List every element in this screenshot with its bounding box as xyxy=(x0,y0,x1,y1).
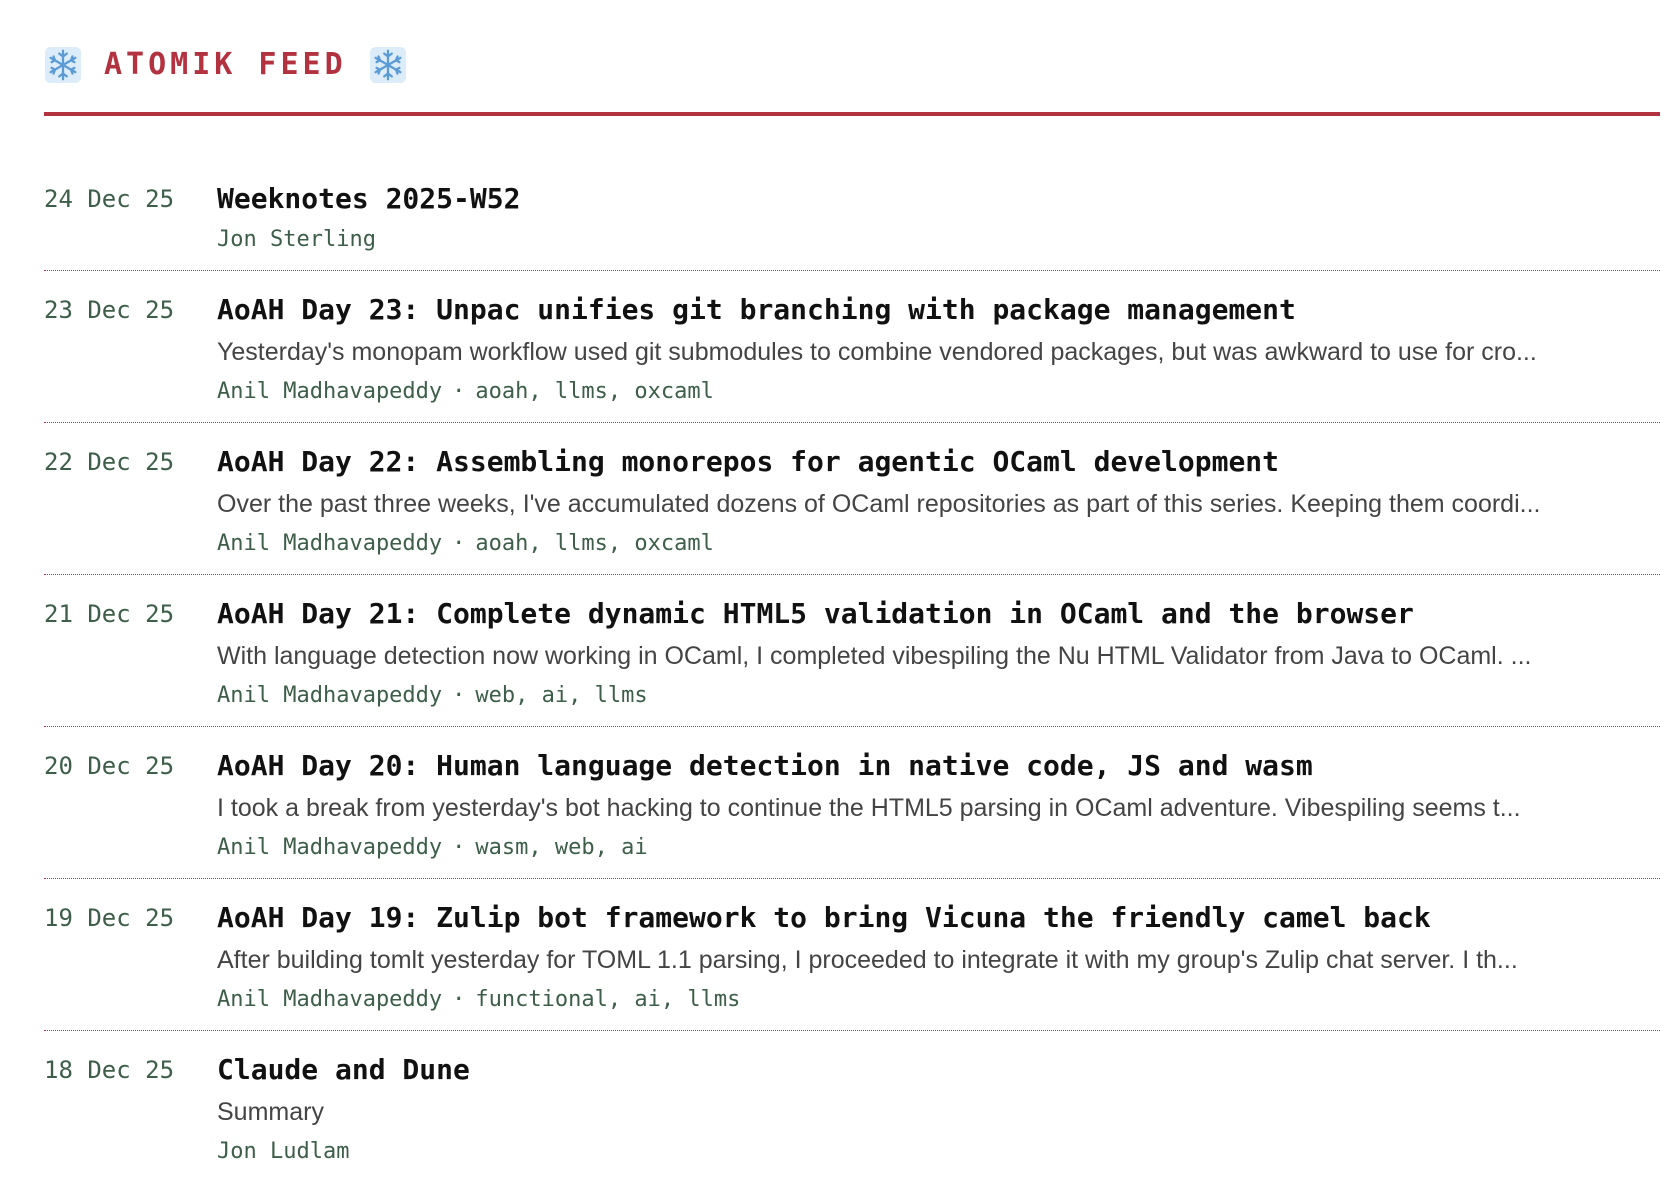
feed-entry xyxy=(44,879,1660,1031)
entry-author[interactable]: Anil Madhavapeddy xyxy=(217,531,443,556)
meta-separator: · xyxy=(452,379,466,404)
entry-author[interactable]: Anil Madhavapeddy xyxy=(217,379,443,404)
entry-meta xyxy=(217,225,1660,270)
entry-summary: Summary xyxy=(217,1098,324,1126)
site-header xyxy=(44,40,1660,116)
entry-title-link[interactable]: Claude and Dune xyxy=(217,1053,470,1086)
entry-author[interactable]: Anil Madhavapeddy xyxy=(217,683,443,708)
entry-meta xyxy=(217,985,1660,1030)
feed-entry xyxy=(44,271,1660,423)
entry-title-link[interactable]: AoAH Day 19: Zulip bot framework to bring Vicuna the friendly camel back xyxy=(217,901,1431,934)
entry-author[interactable]: Jon Ludlam xyxy=(217,1139,350,1164)
meta-separator: · xyxy=(452,835,466,860)
entry-date: 21 Dec 25 xyxy=(44,600,175,628)
feed-entry xyxy=(44,160,1660,271)
feed-list xyxy=(44,160,1660,1182)
feed-entry xyxy=(44,727,1660,879)
entry-summary: With language detection now working in OCaml, I completed vibespiling the Nu HTML Validator from Java to OCaml. ... xyxy=(217,642,1532,670)
feed-entry xyxy=(44,423,1660,575)
entry-date: 23 Dec 25 xyxy=(44,296,175,324)
entry-title-link[interactable]: AoAH Day 21: Complete dynamic HTML5 validation in OCaml and the browser xyxy=(217,597,1414,630)
feed-entry xyxy=(44,575,1660,727)
meta-separator: · xyxy=(452,987,466,1012)
entry-date: 20 Dec 25 xyxy=(44,752,175,780)
entry-date: 24 Dec 25 xyxy=(44,185,175,213)
entry-title-link[interactable]: AoAH Day 23: Unpac unifies git branching with package management xyxy=(217,293,1296,326)
entry-title-link[interactable]: AoAH Day 20: Human language detection in native code, JS and wasm xyxy=(217,749,1313,782)
entry-tags[interactable]: web, ai, llms xyxy=(475,683,648,708)
snowflake-icon xyxy=(44,46,82,84)
entry-date: 19 Dec 25 xyxy=(44,904,175,932)
entry-summary: I took a break from yesterday's bot hacking to continue the HTML5 parsing in OCaml adventure. Vibespiling seems t... xyxy=(217,794,1521,822)
entry-tags[interactable]: aoah, llms, oxcaml xyxy=(475,379,714,404)
entry-summary: Yesterday's monopam workflow used git submodules to combine vendored packages, but was awkward to use for cro... xyxy=(217,338,1537,366)
entry-title-link[interactable]: AoAH Day 22: Assembling monorepos for agentic OCaml development xyxy=(217,445,1280,478)
entry-date: 22 Dec 25 xyxy=(44,448,175,476)
snowflake-icon xyxy=(369,46,407,84)
entry-meta xyxy=(217,1137,1660,1182)
entry-tags[interactable]: wasm, web, ai xyxy=(475,835,648,860)
site-title[interactable]: ATOMIK FEED xyxy=(104,47,347,82)
meta-separator: · xyxy=(452,531,466,556)
entry-author[interactable]: Anil Madhavapeddy xyxy=(217,987,443,1012)
feed-entry xyxy=(44,1031,1660,1182)
entry-author[interactable]: Anil Madhavapeddy xyxy=(217,835,443,860)
entry-tags[interactable]: functional, ai, llms xyxy=(475,987,741,1012)
entry-meta xyxy=(217,377,1660,422)
entry-summary: After building tomlt yesterday for TOML 1.1 parsing, I proceeded to integrate it with my group's Zulip chat server. I th... xyxy=(217,946,1518,974)
entry-title-link[interactable]: Weeknotes 2025-W52 xyxy=(217,182,521,215)
meta-separator: · xyxy=(452,683,466,708)
entry-meta xyxy=(217,833,1660,878)
entry-date: 18 Dec 25 xyxy=(44,1056,175,1084)
entry-author[interactable]: Jon Sterling xyxy=(217,227,376,252)
entry-meta xyxy=(217,529,1660,574)
entry-meta xyxy=(217,681,1660,726)
entry-summary: Over the past three weeks, I've accumulated dozens of OCaml repositories as part of this series. Keeping them coordi... xyxy=(217,490,1541,518)
entry-tags[interactable]: aoah, llms, oxcaml xyxy=(475,531,714,556)
